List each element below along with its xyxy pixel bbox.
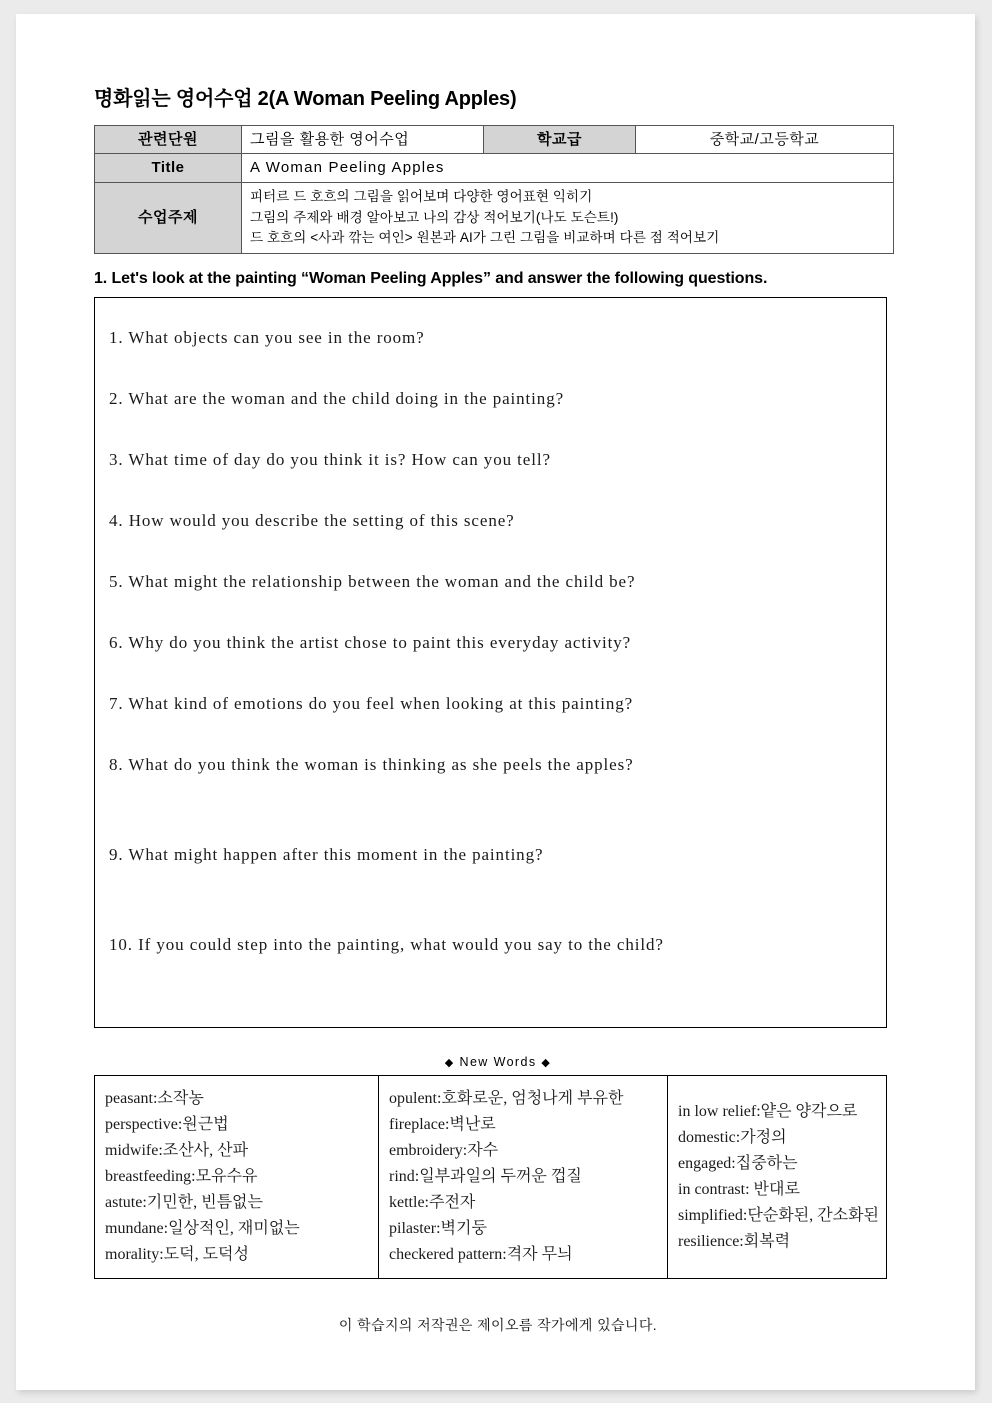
table-row-title: [95, 154, 894, 182]
question-item-3: 3. What time of day do you think it is? How can you tell?: [109, 450, 551, 470]
school-level-value: 중학교/고등학교: [636, 126, 894, 154]
question-item-10: 10. If you could step into the painting, what would you say to the child?: [109, 935, 664, 955]
title-value: A Woman Peeling Apples: [242, 154, 894, 182]
unit-value: 그림을 활용한 영어수업: [242, 126, 484, 154]
vocab-entry: in low relief:얕은 양각으로: [678, 1103, 858, 1121]
question-item-6: 6. Why do you think the artist chose to paint this everyday activity?: [109, 633, 632, 653]
vocab-entry: opulent:호화로운, 엄청나게 부유한: [389, 1090, 624, 1108]
vocab-entry: fireplace:벽난로: [389, 1116, 496, 1134]
unit-label: 관련단원: [95, 126, 242, 154]
new-words-table: [94, 1075, 887, 1278]
vocab-entry: astute:기민한, 빈틈없는: [105, 1193, 263, 1211]
vocab-entry: peasant:소작농: [105, 1090, 204, 1108]
diamond-icon: ◆: [444, 1057, 455, 1070]
vocab-entry: resilience:회복력: [678, 1232, 791, 1250]
vocab-entry: in contrast: 반대로: [678, 1181, 800, 1199]
page-title: 명화읽는 영어수업 2(A Woman Peeling Apples): [94, 88, 517, 110]
question-item-4: 4. How would you describe the setting of this scene?: [109, 511, 515, 531]
question-item-5: 5. What might the relationship between the woman and the child be?: [109, 572, 636, 592]
topic-value: [242, 182, 894, 254]
vocab-column-3: [668, 1076, 887, 1278]
new-words-header: [94, 1055, 902, 1073]
question-item-9: 9. What might happen after this moment in the painting?: [109, 845, 544, 865]
vocab-entry: midwife:조산사, 산파: [105, 1142, 249, 1160]
vocab-entry: simplified:단순화된, 간소화된: [678, 1206, 879, 1224]
vocab-entry: checkered pattern:격자 무늬: [389, 1245, 573, 1263]
vocab-entry: mundane:일상적인, 재미없는: [105, 1219, 300, 1237]
vocab-column-2: [379, 1076, 668, 1278]
copyright-note: 이 학습지의 저작권은 제이오름 작가에게 있습니다.: [338, 1316, 658, 1333]
diamond-icon: ◆: [541, 1057, 552, 1070]
question-item-7: 7. What kind of emotions do you feel when looking at this painting?: [109, 694, 634, 714]
lesson-info-table: [94, 125, 894, 254]
topic-line: 그림의 주제와 배경 알아보고 나의 감상 적어보기(나도 도슨트!): [250, 209, 619, 225]
vocab-entry: rind:일부과일의 두꺼운 껍질: [389, 1168, 582, 1186]
vocab-column-1: [95, 1076, 379, 1278]
table-row: [95, 1076, 887, 1278]
table-row-unit: [95, 126, 894, 154]
school-level-label: 학교급: [484, 126, 636, 154]
question-item-1: 1. What objects can you see in the room?: [109, 328, 425, 348]
vocab-entry: breastfeeding:모유수유: [105, 1168, 258, 1186]
vocab-entry: engaged:집중하는: [678, 1155, 798, 1173]
vocab-entry: embroidery:자수: [389, 1142, 499, 1160]
new-words-label: New Words: [459, 1055, 537, 1070]
table-row-topic: [95, 182, 894, 254]
vocab-entry: perspective:원근법: [105, 1116, 229, 1134]
vocab-entry: kettle:주전자: [389, 1193, 476, 1211]
topic-line: 피터르 드 호흐의 그림을 읽어보며 다양한 영어표현 익히기: [250, 188, 593, 204]
vocab-entry: domestic:가정의: [678, 1129, 787, 1147]
question-item-8: 8. What do you think the woman is thinking as she peels the apples?: [109, 755, 634, 775]
title-label: Title: [95, 154, 242, 182]
questions-list: [95, 328, 886, 955]
vocab-entry: pilaster:벽기둥: [389, 1219, 487, 1237]
page-content: [94, 82, 902, 1335]
worksheet-page: [16, 14, 975, 1390]
topic-line: 드 호흐의 <사과 깎는 여인> 원본과 AI가 그린 그림을 비교하며 다른 점 적어보기: [250, 230, 720, 246]
question-item-2: 2. What are the woman and the child doing in the painting?: [109, 389, 565, 409]
section-heading: 1. Let's look at the painting “Woman Peeling Apples” and answer the following questions.: [94, 270, 768, 288]
topic-label: 수업주제: [95, 182, 242, 254]
vocab-entry: morality:도덕, 도덕성: [105, 1245, 249, 1263]
questions-box: [94, 297, 887, 1028]
